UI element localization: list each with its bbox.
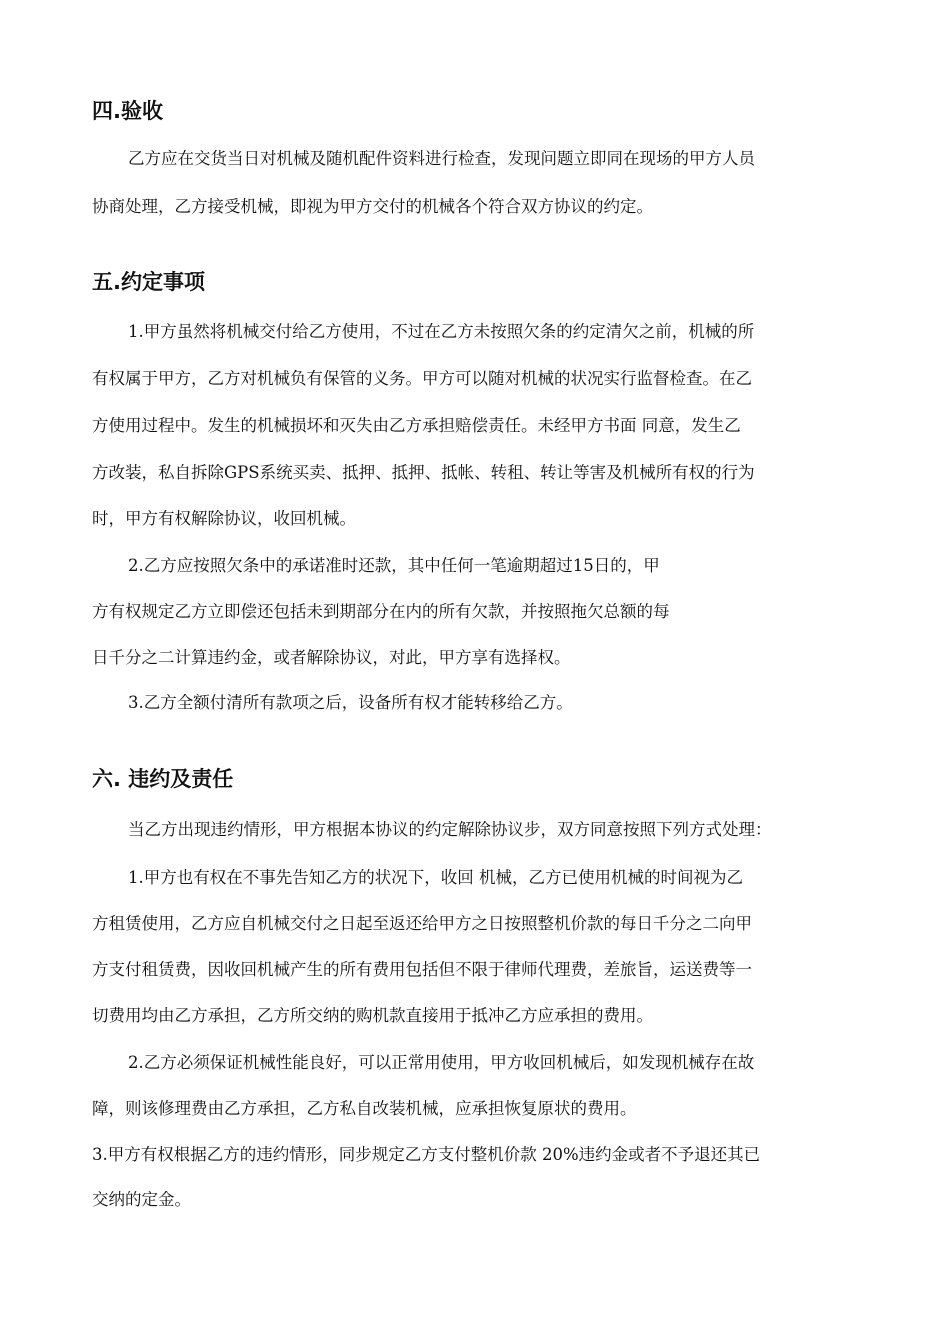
paragraph-line: 2.乙方必须保证机械性能良好，可以正常用使用，甲方收回机械后，如发现机械存在故 [128, 1053, 755, 1072]
paragraph-line: 时，甲方有权解除协议，收回机械。 [92, 509, 356, 528]
paragraph-line: 方改装，私自拆除GPS系统买卖、抵押、抵押、抵帐、转租、转让等害及机械所有权的行为 [92, 463, 755, 482]
paragraph-line: 方使用过程中。发生的机械损坏和灭失由乙方承担赔偿责任。未经甲方书面 同意，发生乙 [92, 416, 741, 435]
paragraph-line: 1.甲方也有权在不事先告知乙方的状况下，收回 机械，乙方已使用机械的时间视为乙 [128, 868, 743, 887]
paragraph-line: 3.甲方有权根据乙方的违约情形，同步规定乙方支付整机价款 20%违约金或者不予退还其已 [92, 1145, 761, 1164]
paragraph-line: 方租赁使用，乙方应自机械交付之日起至返还给甲方之日按照整机价款的每日千分之二向甲 [92, 914, 752, 933]
paragraph-line: 交纳的定金。 [92, 1190, 191, 1209]
paragraph-line: 方支付租赁费，因收回机械产生的所有费用包括但不限于律师代理费，差旅旨，运送费等一 [92, 960, 752, 979]
paragraph-line: 协商处理，乙方接受机械，即视为甲方交付的机械各个符合双方协议的约定。 [92, 197, 653, 216]
paragraph-line: 1.甲方虽然将机械交付给乙方使用，不过在乙方未按照欠条的约定清欠之前，机械的所 [128, 322, 755, 341]
section-heading-breach-liability: 六. 违约及责任 [92, 767, 234, 791]
section-heading-agreed-matters: 五.约定事项 [92, 270, 205, 294]
paragraph-line: 乙方应在交货当日对机械及随机配件资料进行检查，发现问题立即同在现场的甲方人员 [128, 149, 755, 168]
paragraph-line: 日千分之二计算违约金，或者解除协议，对此，甲方享有选择权。 [92, 648, 571, 667]
paragraph-line: 方有权规定乙方立即偿还包括未到期部分在内的所有欠款，并按照拖欠总额的每 [92, 602, 670, 621]
paragraph-line: 切费用均由乙方承担，乙方所交纳的购机款直接用于抵冲乙方应承担的费用。 [92, 1006, 653, 1025]
paragraph-line: 2.乙方应按照欠条中的承诺准时还款，其中任何一笔逾期超过15日的，甲 [128, 556, 660, 575]
section-heading-acceptance: 四.验收 [92, 99, 163, 123]
paragraph-line: 有权属于甲方，乙方对机械负有保管的义务。甲方可以随对机械的状况实行监督检查。在乙 [92, 369, 752, 388]
paragraph-line: 障，则该修理费由乙方承担，乙方私自改装机械，应承担恢复原状的费用。 [92, 1099, 637, 1118]
paragraph-line: 3.乙方全额付清所有款项之后，设备所有权才能转移给乙方。 [128, 693, 573, 712]
paragraph-line: 当乙方出现违约情形，甲方根据本协议的约定解除协议步，双方同意按照下列方式处理： [128, 820, 772, 839]
